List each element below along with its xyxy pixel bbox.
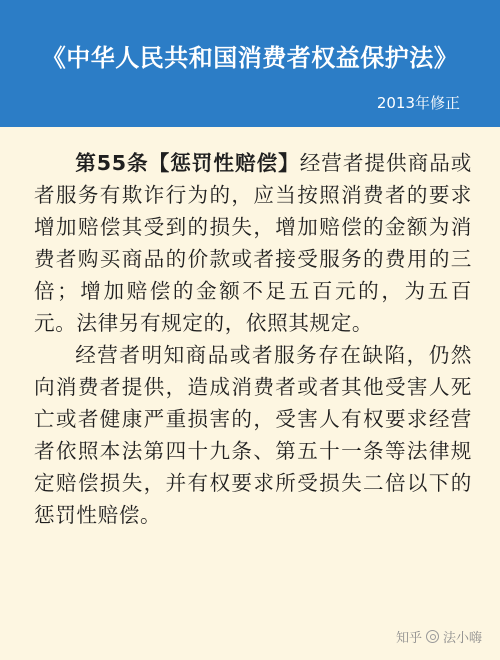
at-icon xyxy=(426,630,439,643)
article-paragraph-1-body: 经营者提供商品或者服务有欺诈行为的，应当按照消费者的要求增加赔偿其受到的损失，增加赔偿的金额为消费者购买商品的价款或者接受服务的费用的三倍；增加赔偿的金额不足五百元的，为五百元。法律另有规定的，依照其规定。 xyxy=(34,151,472,335)
article-paragraph-2: 经营者明知商品或者服务存在缺陷，仍然向消费者提供，造成消费者或者其他受害人死亡或者健康严重损害的，受害人有权要求经营者依照本法第四十九条、第五十一条等法律规定赔偿损失，并有权要求所受损失二倍以下的惩罚性赔偿。 xyxy=(34,343,472,527)
article-paragraph-1 xyxy=(34,147,472,339)
header-banner xyxy=(0,0,500,127)
watermark xyxy=(396,627,482,646)
article-content xyxy=(34,147,472,531)
edition-label: 2013年修正 xyxy=(376,94,460,112)
law-title: 《中华人民共和国消费者权益保护法》 xyxy=(41,44,459,72)
watermark-author: 法小嗨 xyxy=(442,631,482,646)
watermark-site: 知乎 xyxy=(395,631,422,646)
article-heading: 第55条【惩罚性赔偿】 xyxy=(75,151,300,175)
